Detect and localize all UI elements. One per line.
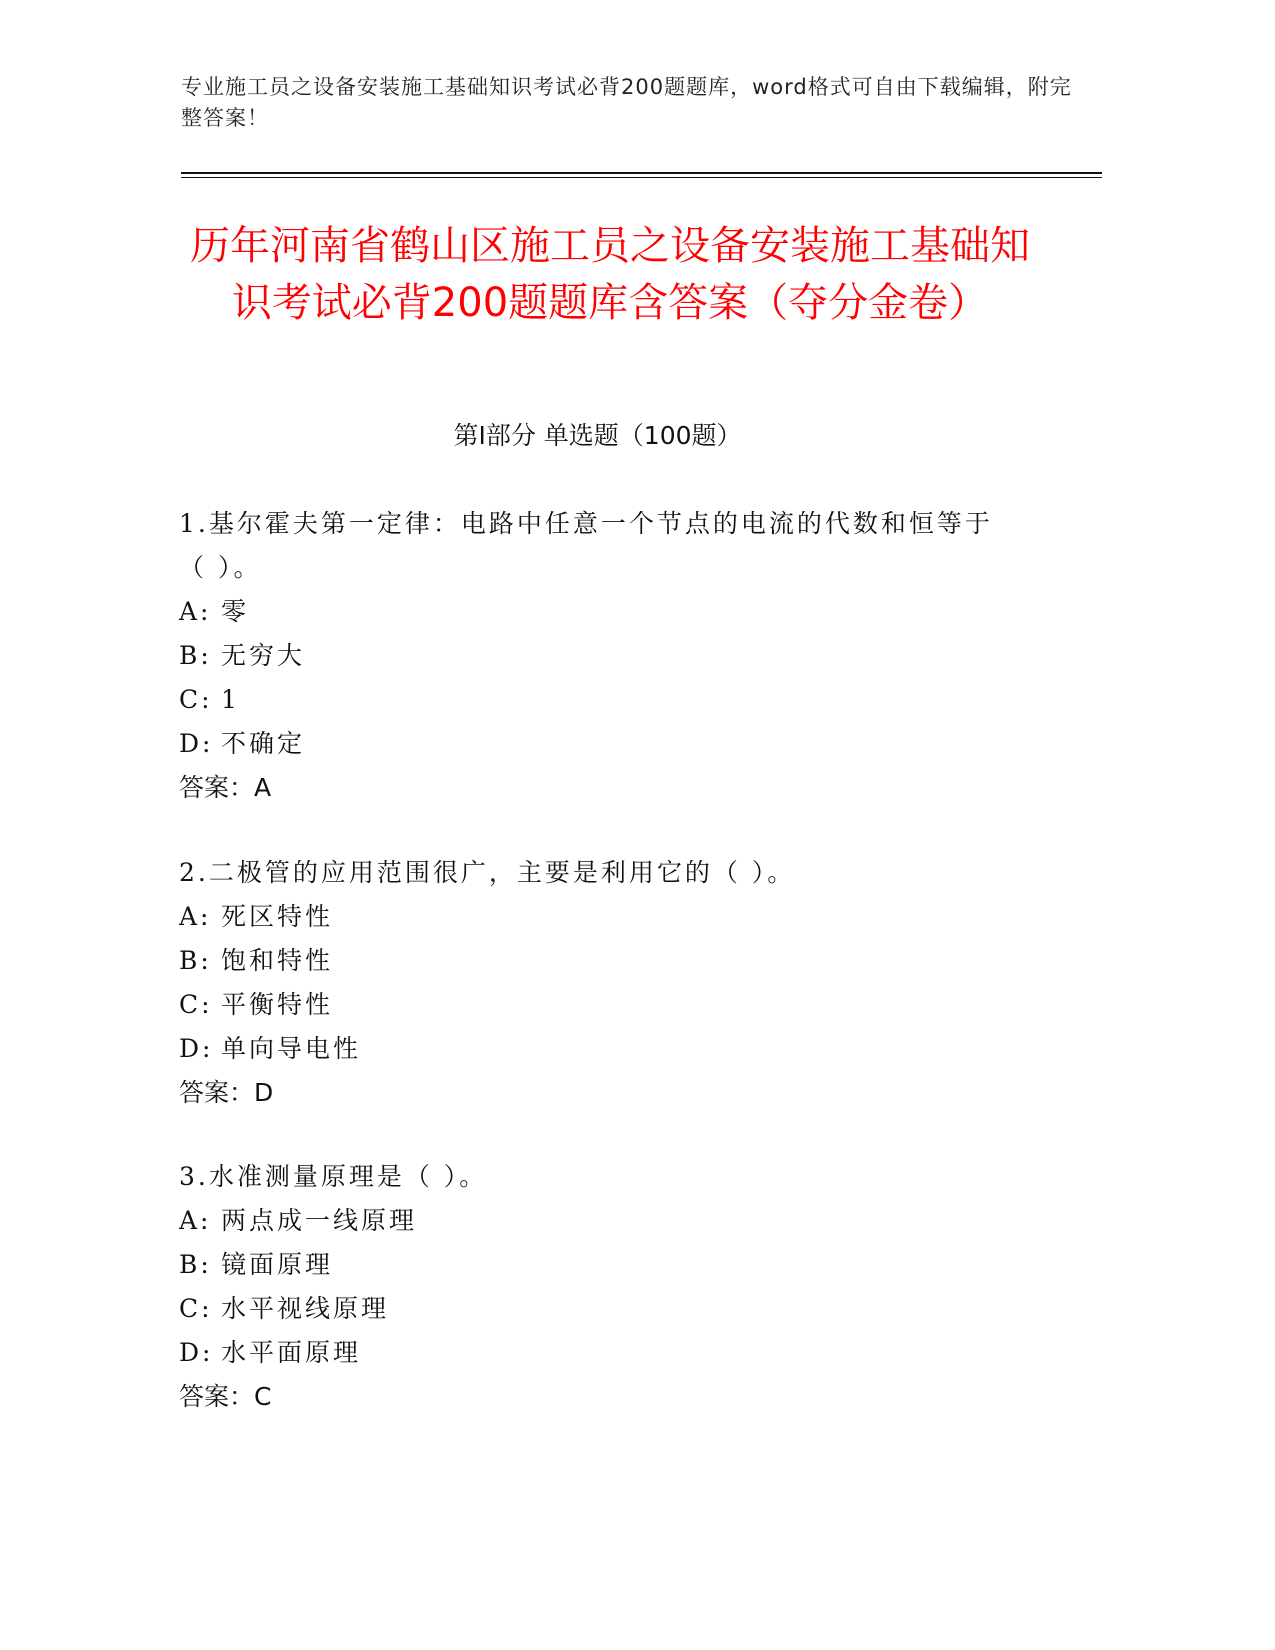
option-b xyxy=(179,939,1019,983)
option-text: 饱和特性 xyxy=(221,946,334,975)
option-text: 水平视线原理 xyxy=(221,1294,390,1323)
document-title: 历年河南省鹤山区施工员之设备安装施工基础知识考试必背200题题库含答案（夺分金卷） xyxy=(190,223,1030,326)
question-stem: 2.二极管的应用范围很广，主要是利用它的（ ）。 xyxy=(179,858,796,887)
answer-line: 答案：D xyxy=(179,1078,274,1107)
option-key: C: xyxy=(179,1294,213,1323)
option-text: 两点成一线原理 xyxy=(221,1206,418,1235)
option-text: 水平面原理 xyxy=(221,1338,362,1367)
option-c xyxy=(179,678,1019,722)
option-key: A: xyxy=(179,597,212,626)
option-key: C: xyxy=(179,990,213,1019)
option-text: 零 xyxy=(221,597,250,626)
option-key: C: xyxy=(179,685,213,714)
option-key: B: xyxy=(179,641,212,670)
option-text: 不确定 xyxy=(221,729,306,758)
option-key: A: xyxy=(179,1206,212,1235)
option-text: 1 xyxy=(221,685,240,714)
option-key: D: xyxy=(179,729,214,758)
option-key: B: xyxy=(179,946,212,975)
option-c xyxy=(179,983,1019,1027)
option-key: B: xyxy=(179,1250,212,1279)
question-stem: 3.水准测量原理是（ ）。 xyxy=(179,1162,488,1191)
section-heading: 第I部分 单选题（100题） xyxy=(453,421,742,450)
question-stem: 1.基尔霍夫第一定律：电路中任意一个节点的电流的代数和恒等于（ ）。 xyxy=(179,509,993,582)
option-text: 死区特性 xyxy=(221,902,334,931)
option-d xyxy=(179,1331,1019,1375)
header-note: 专业施工员之设备安装施工基础知识考试必背200题题库，word格式可自由下载编辑，附完整答案！ xyxy=(181,75,1072,130)
option-key: D: xyxy=(179,1034,214,1063)
option-d xyxy=(179,722,1019,766)
question-2 xyxy=(179,851,1019,1115)
header-divider-thin xyxy=(181,177,1102,178)
option-key: A: xyxy=(179,902,212,931)
option-text: 镜面原理 xyxy=(221,1250,334,1279)
option-key: D: xyxy=(179,1338,214,1367)
option-a xyxy=(179,895,1019,939)
option-b xyxy=(179,634,1019,678)
answer-line: 答案：A xyxy=(179,773,272,802)
answer-line: 答案：C xyxy=(179,1382,272,1411)
option-a xyxy=(179,590,1019,634)
question-3 xyxy=(179,1155,1019,1419)
option-c xyxy=(179,1287,1019,1331)
option-text: 平衡特性 xyxy=(221,990,334,1019)
header-divider-thick xyxy=(181,172,1102,174)
option-text: 单向导电性 xyxy=(221,1034,362,1063)
option-text: 无穷大 xyxy=(221,641,306,670)
question-1 xyxy=(179,502,1019,810)
option-d xyxy=(179,1027,1019,1071)
option-a xyxy=(179,1199,1019,1243)
option-b xyxy=(179,1243,1019,1287)
